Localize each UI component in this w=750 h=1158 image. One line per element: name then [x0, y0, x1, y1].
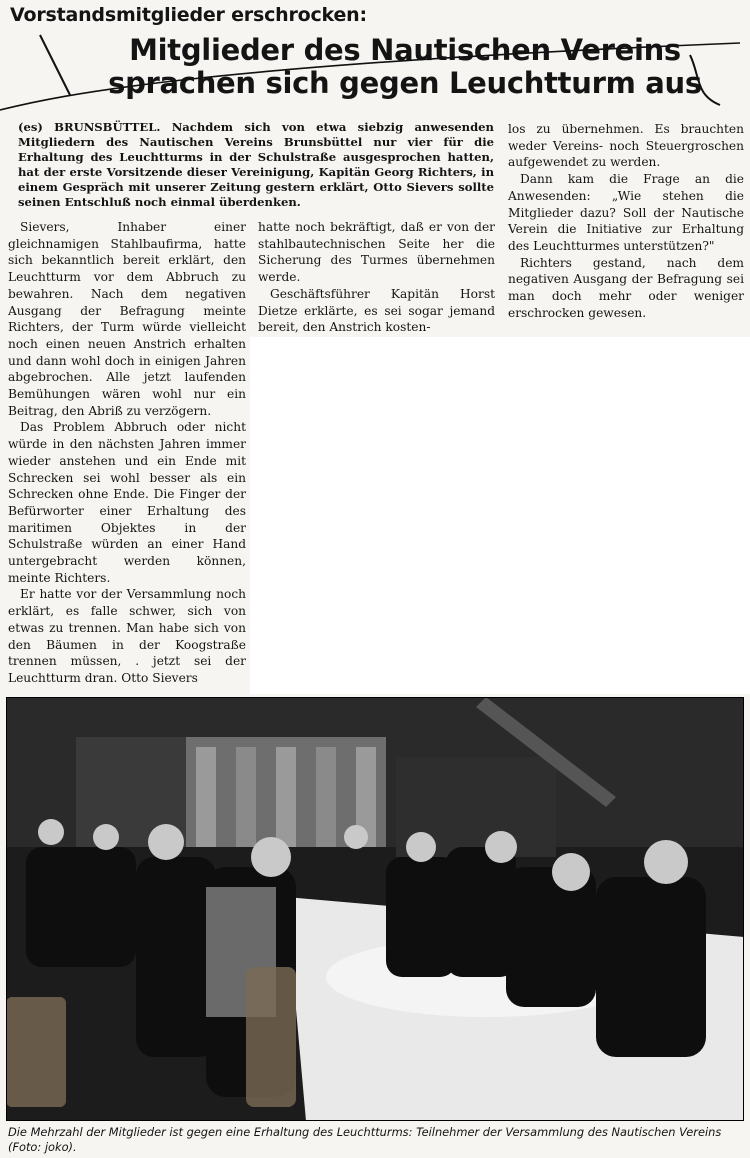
column-2 [258, 219, 495, 336]
column-3 [508, 121, 744, 321]
photo-illustration [6, 697, 744, 1121]
paragraph: Er hatte vor der Versammlung noch erklärt, es falle schwer, sich von etwas zu trennen. Man habe sich von den Bäumen in der Koogstraße trennen müssen, . jetzt sei der Leuchtturm dran. Otto Sievers [8, 587, 246, 685]
paragraph: los zu übernehmen. Es brauchten weder Vereins- noch Steuergroschen aufgewendet zu werden. [508, 122, 744, 170]
headline-line-2: sprachen sich gegen Leuchtturm aus [108, 66, 702, 100]
kicker: Vorstandsmitglieder erschrocken: [10, 4, 367, 26]
paragraph: Sievers, Inhaber einer gleichnamigen Stahlbaufirma, hatte sich bekanntlich bereit erklärt, den Leuchtturm vor dem Abbruch zu bewahren. Nach dem negativen Ausgang der Befragung meinte Richters, der Turm würde vielleicht noch einen neuen Anstrich erhalten und dann wohl doch in einigen Jahren abgebrochen. Alle jetzt laufenden Bemühungen wären wohl nur ein Beitrag, den Abriß zu verzögern. [8, 220, 246, 418]
blank-area [250, 337, 750, 694]
paragraph: Richters gestand, nach dem negativen Ausgang der Befragung sei man doch mehr oder weniger erschrocken gewesen. [508, 255, 744, 320]
column-1 [8, 219, 246, 687]
headline [60, 34, 750, 100]
paragraph: Geschäftsführer Kapitän Horst Dietze erklärte, es sei sogar jemand bereit, den Anstrich kosten- [258, 286, 495, 335]
headline-line-1: Mitglieder des Nautischen Vereins [129, 33, 681, 67]
meeting-photo [6, 697, 744, 1121]
paragraph: hatte noch bekräftigt, daß er von der stahlbautechnischen Seite her die Sicherung des Turmes übernehmen werde. [258, 220, 495, 285]
photo-caption: Die Mehrzahl der Mitglieder ist gegen eine Erhaltung des Leuchtturms: Teilnehmer der Versammlung des Nautischen Vereins (Foto: joko). [8, 1125, 722, 1154]
lead-paragraph: (es) BRUNSBÜTTEL. Nachdem sich von etwa siebzig anwesenden Mitgliedern des Nautischen Vereins Brunsbüttel nur vier für die Erhaltung des Leuchtturms in der Schulstraße ausgesprochen hatten, hat der erste Vorsitzende dieser Vereinigung, Kapitän Georg Richters, in einem Gespräch mit unserer Zeitung gestern erklärt, Otto Sievers sollte seinen Entschluß noch einmal überdenken. [18, 120, 494, 209]
paragraph: Das Problem Abbruch oder nicht würde in den nächsten Jahren immer wieder anstehen und ein Ende mit Schrecken sei wohl besser als ein Schrecken ohne Ende. Die Finger der Befürworter einer Erhaltung des maritimen Objektes in der Schulstraße würden an einer Hand untergebracht werden können, meinte Richters. [8, 420, 246, 585]
paragraph: Dann kam die Frage an die Anwesenden: „Wie stehen die Mitglieder dazu? Soll der Nautische Verein die Initiative zur Erhaltung des Leuchtturmes unterstützen?" [508, 172, 744, 253]
